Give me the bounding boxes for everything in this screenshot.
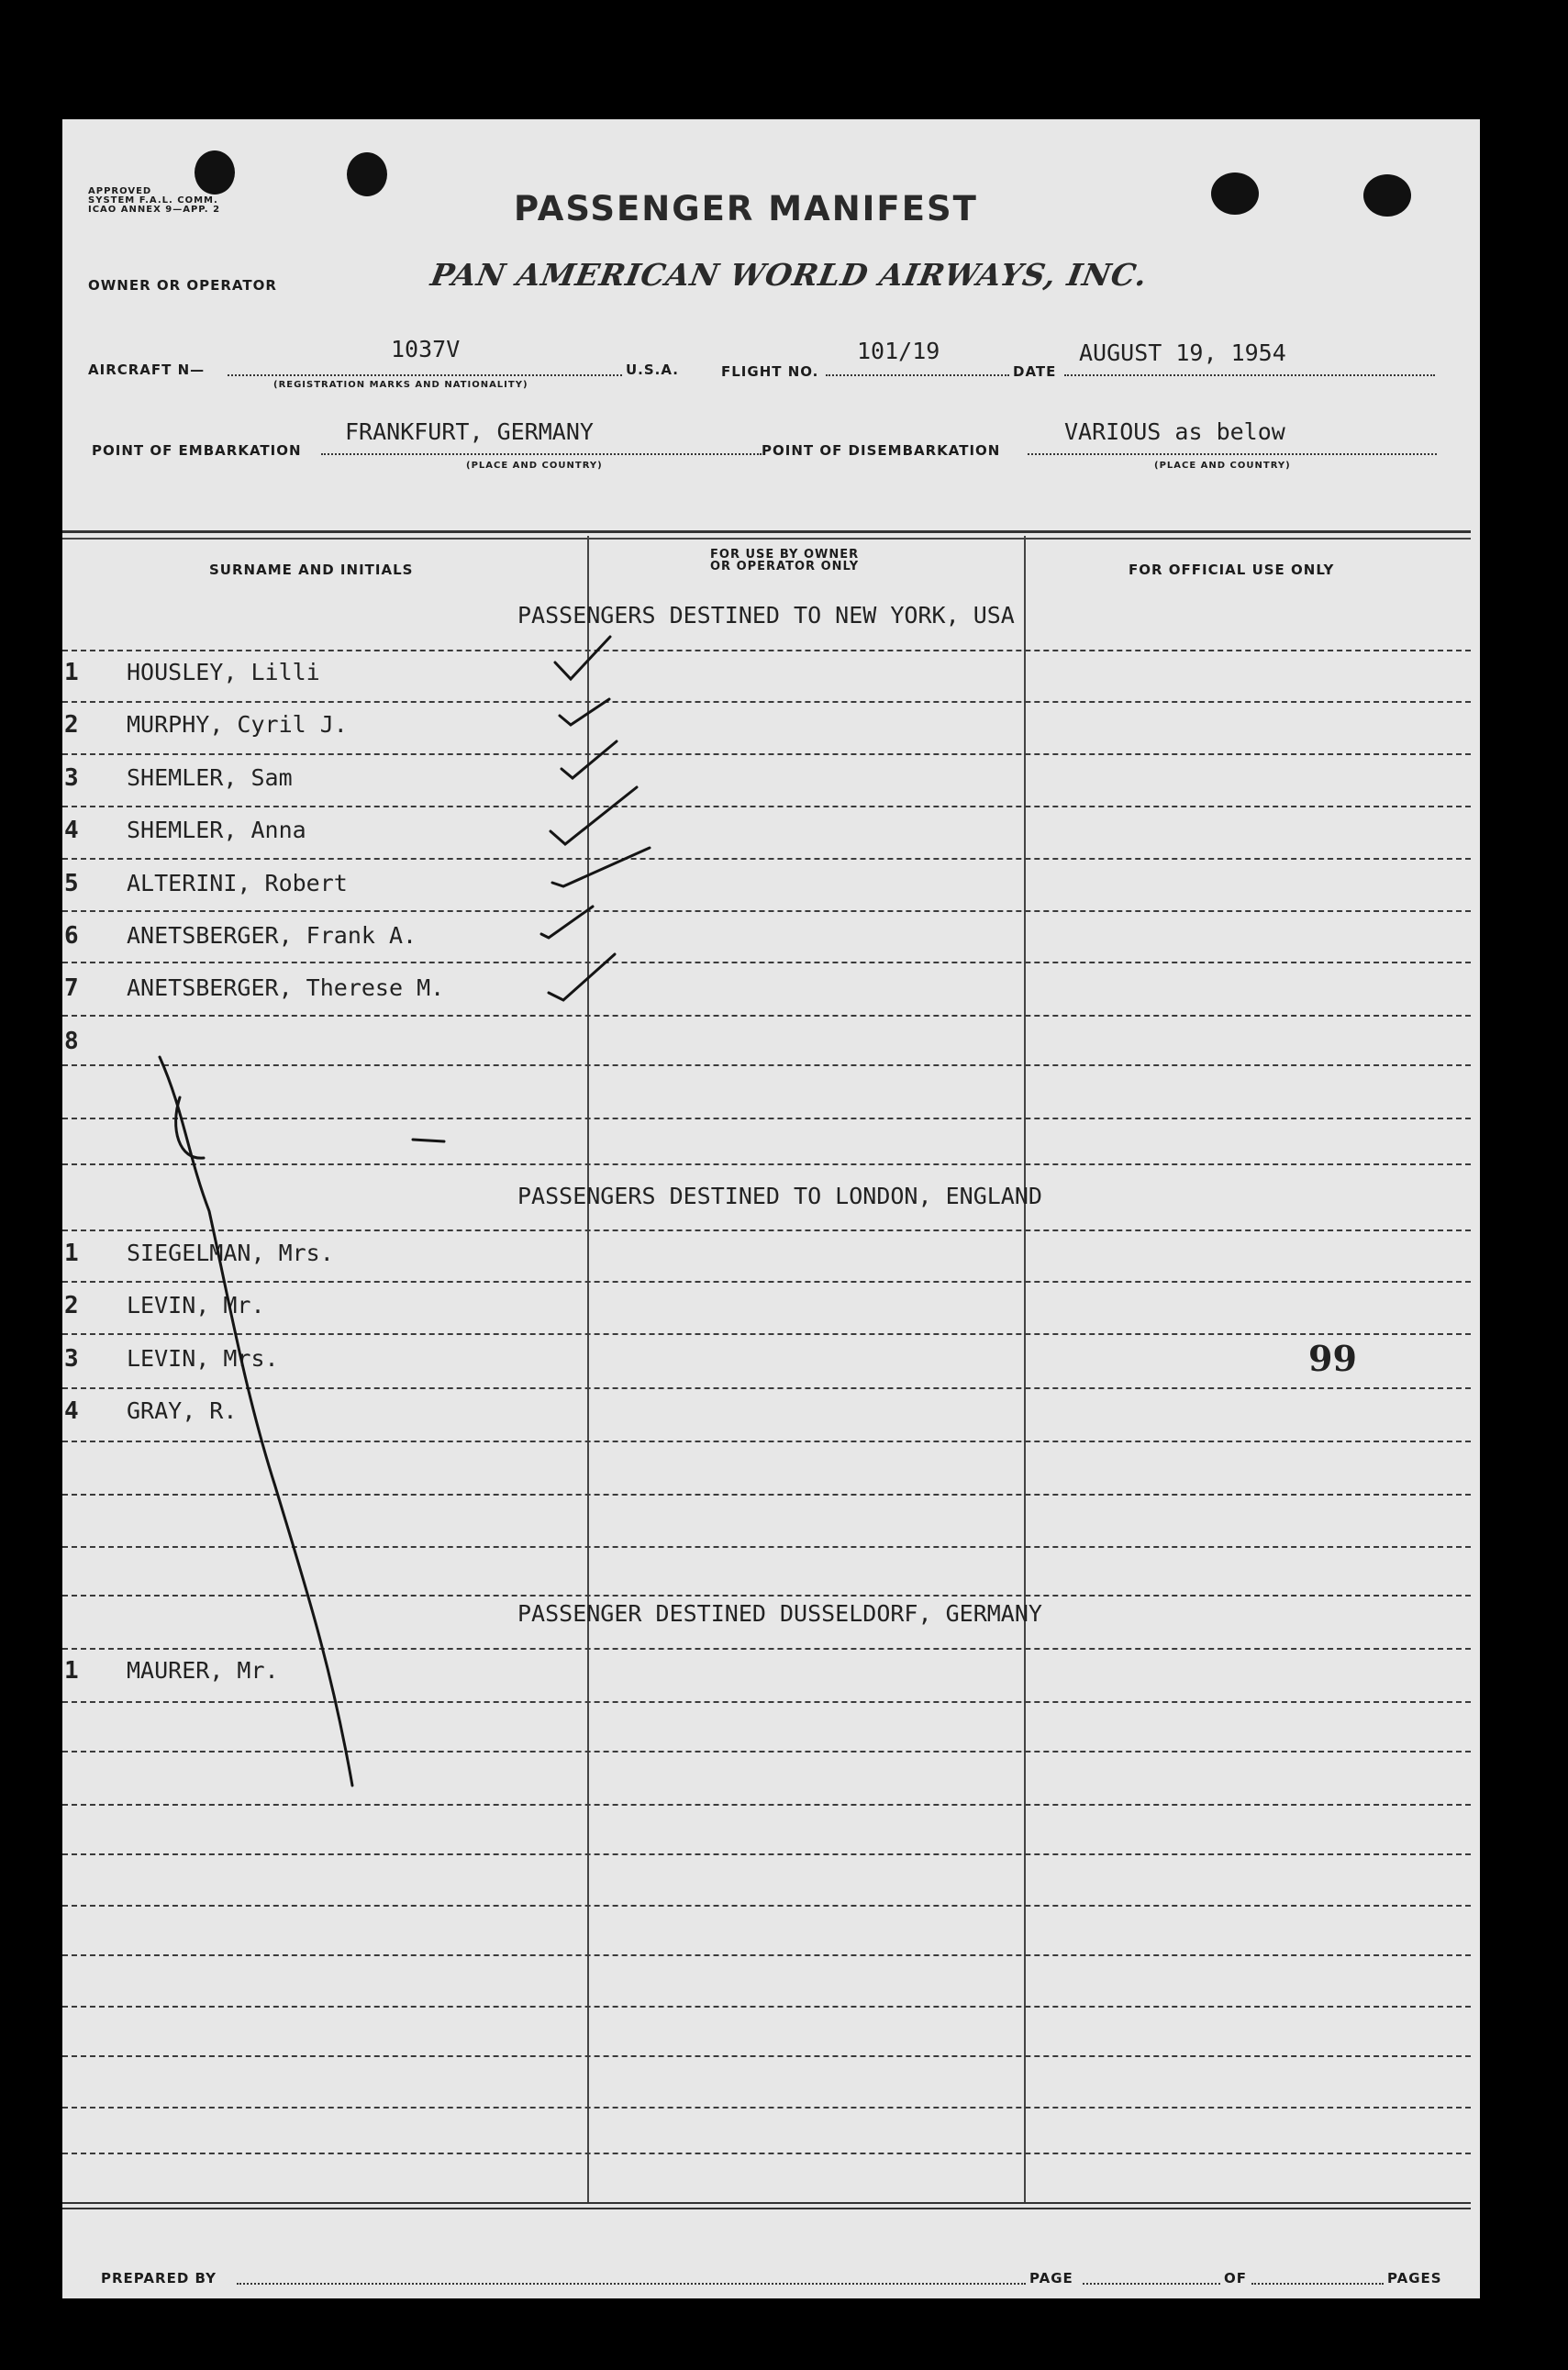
embark-value: FRANKFURT, GERMANY (345, 418, 594, 445)
column-header-official: FOR OFFICIAL USE ONLY (1129, 562, 1335, 578)
row-number: 1 (64, 659, 79, 686)
registration-caption: (REGISTRATION MARKS AND NATIONALITY) (273, 380, 528, 390)
check-mark (549, 954, 615, 1000)
operator-name: PAN AMERICAN WORLD AIRWAYS, INC. (428, 257, 1151, 293)
check-mark (555, 637, 610, 679)
passenger-name: LEVIN, Mrs. (127, 1344, 279, 1372)
row-number: 3 (64, 1344, 79, 1373)
row-number: 7 (64, 974, 79, 1003)
passenger-name: GRAY, R. (127, 1397, 238, 1425)
section-heading: PASSENGERS DESTINED TO LONDON, ENGLAND (517, 1183, 1042, 1209)
row-number: 8 (64, 1027, 79, 1055)
passenger-name: ANETSBERGER, Frank A. (127, 922, 417, 949)
usa-label: U.S.A. (626, 362, 679, 378)
date-label: DATE (1013, 363, 1057, 380)
disembark-caption: (PLACE AND COUNTRY) (1154, 461, 1291, 471)
prepared-by-label: PREPARED BY (101, 2270, 217, 2287)
approved-note: APPROVED SYSTEM F.A.L. COMM. ICAO ANNEX 9—APP. 2 (88, 186, 221, 215)
embark-caption: (PLACE AND COUNTRY) (466, 461, 603, 471)
strike-line (160, 1057, 352, 1786)
aircraft-value: 1037V (391, 336, 461, 362)
passenger-name: ANETSBERGER, Therese M. (127, 974, 445, 1002)
row-number: 5 (64, 869, 79, 897)
date-value: AUGUST 19, 1954 (1079, 339, 1286, 366)
disembark-value: VARIOUS as below (1064, 418, 1285, 445)
embark-label: POINT OF EMBARKATION (92, 442, 302, 459)
passenger-name: MURPHY, Cyril J. (127, 711, 348, 739)
of-label: OF (1224, 2270, 1247, 2287)
row-number: 6 (64, 922, 79, 950)
check-mark (552, 848, 650, 886)
check-mark (550, 787, 637, 844)
row-number: 2 (64, 1292, 79, 1320)
pen-stroke (413, 1140, 444, 1141)
section-heading: PASSENGER DESTINED DUSSELDORF, GERMANY (517, 1600, 1042, 1627)
section-heading: PASSENGERS DESTINED TO NEW YORK, USA (517, 602, 1015, 629)
official-stamp-number: 99 (1308, 1338, 1357, 1379)
column-header-owner-use: FOR USE BY OWNER OR OPERATOR ONLY (710, 548, 860, 573)
passenger-name: SHEMLER, Sam (127, 763, 293, 791)
passenger-name: HOUSLEY, Lilli (127, 659, 320, 685)
passenger-name: SHEMLER, Anna (127, 817, 306, 844)
page-label: PAGE (1029, 2270, 1073, 2287)
pages-label: PAGES (1387, 2270, 1442, 2287)
disembark-label: POINT OF DISEMBARKATION (762, 442, 1001, 459)
row-number: 1 (64, 1657, 79, 1685)
flight-value: 101/19 (857, 338, 940, 364)
row-number: 3 (64, 763, 79, 792)
check-mark (560, 699, 609, 725)
page-title: PASSENGER MANIFEST (514, 189, 978, 228)
passenger-name: ALTERINI, Robert (127, 869, 348, 896)
flight-label: FLIGHT NO. (721, 363, 819, 380)
row-number: 1 (64, 1240, 79, 1267)
aircraft-label: AIRCRAFT N— (88, 362, 206, 378)
check-mark (562, 741, 617, 778)
check-mark (541, 907, 593, 938)
row-number: 4 (64, 1397, 79, 1426)
column-header-surname: SURNAME AND INITIALS (209, 562, 414, 578)
passenger-name: LEVIN, Mr. (127, 1292, 265, 1319)
owner-label: OWNER OR OPERATOR (88, 277, 277, 294)
row-number: 2 (64, 711, 79, 740)
passenger-name: SIEGELMAN, Mrs. (127, 1240, 334, 1266)
passenger-name: MAURER, Mr. (127, 1657, 279, 1684)
row-number: 4 (64, 817, 79, 845)
